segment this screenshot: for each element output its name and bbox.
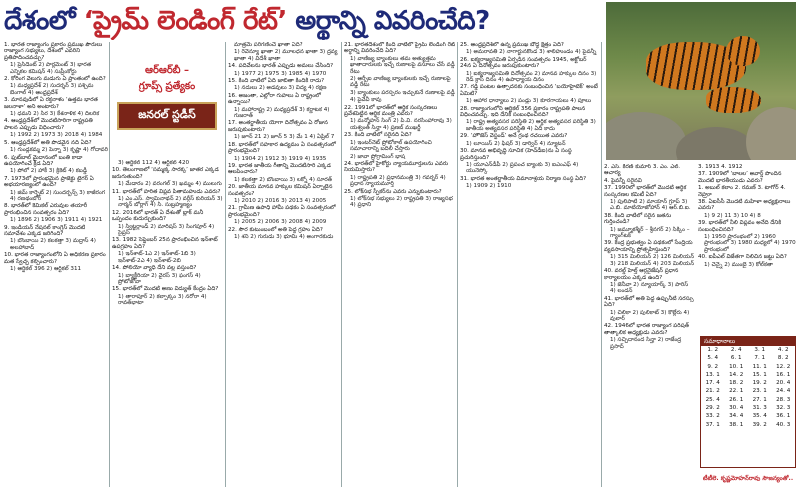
answer-options: 1) అమరావతి 2) నాగార్జునకొండ 3) శాలిహుండం 4) పైవన్నీ (466, 49, 597, 56)
answer-key-cell: 14. 2 (729, 371, 744, 378)
page-headline (4, 2, 600, 40)
answer-options: 1) శని 2) గురుడు 3) భూమి 4) అంగారకుడు (234, 233, 334, 240)
title-box-banner: జనరల్ స్టడీస్ (117, 102, 217, 130)
question-text: 15. భారత్‌లో మొదటి అణు విద్యుత్ కేంద్రం ఏది? (112, 286, 219, 293)
answer-options: 1) స్విట్జర్లాండ్ 2) మారిషస్ 3) సింగపూర్ 4) సైప్రస్ (118, 223, 215, 237)
answer-key-cell: 31. 3 (752, 405, 767, 412)
answer-options: 1) మహారాష్ట్ర 2) మధ్యప్రదేశ్ 3) కర్ణాటక 4) గుజరాత్ (234, 106, 330, 120)
question-text: 2. ఎస్. కిరణ్ కుమార్ 3. ఎం. ఎల్. ఆచార్య (604, 164, 681, 177)
question-column-1 (4, 42, 108, 487)
answer-key-cell: 9. 2 (707, 363, 719, 370)
headline-highlight: ‘ప్రైమ్ లెండింగ్ రేట్’ (83, 6, 287, 36)
answer-key-cell: 34. 4 (729, 413, 744, 420)
question-text: 14. పదివేలను భారత్ ఎప్పుడు అమలు చేసింది? (228, 63, 334, 70)
answer-key-cell: 36. 1 (776, 413, 791, 420)
question-text: 37. 1909లో ‘బాలల’ అవార్డ్ పొందిన మొదటి భారతీయుడు ఎవరు? (698, 171, 782, 184)
question-text: 3. మానవుడిలో ఏ రక్తనాళం ‘ఉత్తమ భారత జలనాళా’ అని అంటారు? (4, 97, 98, 110)
headline-part1: దేశంలో (4, 6, 84, 36)
answer-options: 1) సచ్చిదానంద సిన్హా 2) రాజేంద్ర ప్రసాద్ (610, 337, 682, 350)
question-text: 38. కింది వాటిలో సరైన జతను గుర్తించండి? (604, 212, 672, 226)
answer-key-row (701, 404, 795, 412)
answer-options: 1) 1896 2) 1906 3) 1911 4) 1921 (10, 217, 103, 224)
answer-key-row (701, 412, 795, 420)
answer-options: 1) రాష్ట్రపతి 2) ప్రధానమంత్రి 3) గవర్నర్ 4) ప్రధాన న్యాయమూర్తి (350, 174, 446, 188)
question-text: 15. కింది వాటిలో ఏది జాబితా కిందికి రాదు? (228, 78, 325, 85)
answer-key-cell: 23. 1 (752, 388, 767, 395)
answer-options: 1) 9 2) 11 3) 10 4) 8 (704, 212, 761, 219)
answer-options: 1) 1992 2) 1973 3) 2018 4) 1984 (10, 132, 103, 139)
answer-options: 1) ప్రెసిడెంట్ 2) పార్లమెంట్ 3) భారత ఎన్నికల కమిషన్ 4) సుప్రీంకోర్టు (10, 62, 92, 75)
answer-options: 1) ఇన్‌శాట్-1ఎ 2) ఇన్‌శాట్-1బి 3) ఇన్‌శాట్-2ఎ 4) ఇన్‌శాట్-2బి (118, 251, 196, 264)
question-text: 25. ఆంధ్రప్రదేశ్‌లో ఉన్న ప్రముఖ బౌద్ధ క్షేత్రం ఏది? (460, 42, 564, 48)
answer-options: 3) ఆర్టికల్ 112 4) ఆర్టికల్ 420 (118, 160, 190, 166)
answer-key-row (701, 363, 795, 371)
title-box-line2: గ్రూప్స్ ప్రత్యేకం (138, 81, 196, 92)
question-text: 13. 1982 సెప్టెంబర్ 25న ప్రారంభించిన ఇన్‌శాట్ ఉపగ్రహం ఏది? (112, 237, 218, 250)
question-text: 21. గ్రామీణ ఉపాధి హామీ పథకం ఏ సంవత్సరంలో ప్రారంభమైంది? (228, 205, 336, 218)
answer-options: 1) పోలో 2) హాకీ 3) క్రికెట్ 4) కబడ్డీ (10, 168, 88, 175)
answer-key-cell: 24. 4 (776, 388, 791, 395)
question-text: 41. భారత్‌లో అతి పెద్ద ఉప్పునీటి సరస్సు ఏది? (604, 295, 694, 309)
answer-key-cell: 8. 2 (777, 355, 789, 362)
question-text: 21. భారతదేశంలో కింది వాటిలో ప్రైమ్ లెండింగ్ రేట్ అర్థాన్ని వివరించేది ఏది? (344, 42, 456, 55)
answer-options: 3) బ్యాంకులు పరస్పరం ఇచ్చుకునే రుణాలపై వడ్డీ (350, 89, 455, 96)
column-divider (225, 42, 226, 487)
answer-options: 1) పులిపాటి 2) మాయాన్ గ్రూప్ 3) ఎ.బి. మాటియోజోహాన్ 4) ఆర్.బి.ఐ. (610, 199, 691, 212)
answer-options: 1) మన్మోహన్ సింగ్ 2) పి.వి. నరసింహారావు 3) యశ్వంత్ సిన్హా 4) ప్రణబ్ ముఖర్జీ (350, 118, 452, 131)
answer-key-cell: 15. 1 (752, 371, 767, 378)
question-text: 42. 1946లో భారత రాజ్యాంగ పరిషత్ తాత్కాలిక అధ్యక్షుడు ఎవరు? (604, 323, 689, 336)
column-divider (341, 42, 342, 487)
answer-key-cell: 6. 1 (730, 355, 742, 362)
answer-options: 1) జూన్ 21 2) జూన్ 5 3) మే 1 4) ఏప్రిల్ 7 (234, 134, 335, 141)
answer-options: 1) ధమని 2) సిర 3) కేశనాళిక 4) దిలరిక (10, 111, 100, 118)
question-text: 4. పైవన్నీ సరైనవి (604, 177, 642, 184)
answer-key-row (701, 354, 795, 362)
answer-options: 1) ఇంటర్‌నెట్ ప్రోటోకాల్ ఉపయోగించి సమాచారాన్ని బదిలీ చేస్తారు (350, 139, 432, 153)
question-text: 11. భారత్‌లో హరిత విప్లవ పితామహుడు ఎవరు? (112, 188, 221, 195)
answer-key-cell: 13. 1 (705, 371, 720, 378)
question-text: 12. 2016లో భారత్ ఏ దేశంతో బ్లాక్ మనీ ఒప్పందం కుదుర్చుకుంది? (112, 209, 204, 223)
answer-options: 1) నదులు 2) అడవులు 3) విద్య 4) రక్షణ (234, 85, 327, 92)
answer-options: 1) జెనీవా 2) న్యూయార్క్ 3) పారిస్ 4) లండన్ (610, 281, 689, 295)
question-column-6 (604, 164, 694, 487)
answer-key-row (701, 346, 795, 354)
answer-key-cell: 10. 1 (729, 363, 744, 370)
question-text: 22. 1991లో భారత్‌లో ఆర్థిక సంస్కరణలు ప్రవేశపెట్టిన ఆర్థిక మంత్రి ఎవరు? (344, 104, 438, 118)
question-text: 6. ఫుట్‌బాల్ మైదానంలో బంతి కాడా ఉపయోగించే క్రీడ ఏది? (4, 154, 83, 167)
answer-key-cell: 40. 3 (776, 421, 791, 428)
question-column-3 (228, 42, 340, 487)
answer-options: 1) యూఎన్‌డీపీ 2) ప్రపంచ బ్యాంకు 3) ఐఎంఎఫ్ 4) యునెస్కో (466, 161, 579, 175)
column-divider (457, 42, 458, 487)
answer-key-cell: 27. 1 (752, 396, 767, 403)
answer-options: 4) పైవేవీ కావు (350, 97, 382, 104)
answer-key-cell: 33. 2 (705, 413, 720, 420)
answer-key-cell: 22. 1 (729, 388, 744, 395)
question-text: 27. గడ్డి పంటల ఉత్పాదనకు సంబంధించిన ‘బయోహైటెక్’ అంటే ఏమిటి? (460, 84, 598, 97)
answer-options: 1) లూయిస్ 2) ఫిషర్ 3) డార్విన్ 4) న్యూటన్ (466, 140, 566, 147)
answer-options: 1) 1909 2) 1910 (466, 183, 512, 190)
answer-key-cell: 17. 4 (705, 380, 720, 387)
question-text: 17. అంతర్జాతీయ యోగా దినోత్సవం ఏ రోజున జరుపుకుంటారు? (228, 120, 328, 133)
answer-key-cell: 3. 1 (754, 347, 766, 353)
answer-options: 1) 1950 ప్రారంభంలో 2) 1960 ప్రారంభంలో 3) 1980 మధ్యలో 4) 1970 ప్రారంభంలో (704, 234, 796, 253)
answer-options: 1) వాణిజ్య బ్యాంకులు తమ అత్యుత్తమ ఖాతాదారులకు ఇచ్చే రుణాలపై వసూలు చేసే వడ్డీ రేటు (350, 55, 455, 75)
answer-options: 2) జావా ప్రోగ్రామింగ్ భాష (350, 153, 406, 160)
question-text: 20. జాతీయ మానవ హక్కుల కమిషన్ ఏర్పాటైన సంవత్సరం? (228, 184, 333, 197)
question-column-4 (344, 42, 456, 487)
answer-key-cell: 12. 2 (776, 363, 791, 370)
answer-key-cell: 35. 4 (752, 413, 767, 420)
answer-options: 1) ఎం.ఎస్. స్వామినాథన్ 2) వర్గీస్ కురియన్ 3) నార్మన్ బోర్లాగ్ 4) సి. సుబ్రహ్మణ్యం (118, 196, 223, 209)
answer-options: 1) బొంబాయి 2) కలకత్తా 3) మద్రాస్ 4) అలహాబాద్ (10, 238, 96, 251)
question-text: 16. అజంతా, ఎల్లోరా గుహలు ఏ రాష్ట్రంలో ఉన్నాయి? (228, 92, 321, 106)
question-text: 19. భారత జాతీయ గీతాన్ని మొదటిసారి ఎక్కడ ఆలపించారు? (228, 162, 331, 176)
answer-options: 1) 1977 2) 1975 3) 1985 4) 1970 (234, 70, 327, 77)
answer-key-cell: 16. 1 (776, 371, 791, 378)
answer-options: 1) ఆహార ధాన్యాలు 2) పండ్లు 3) కూరగాయలు 4) పూలు (466, 98, 592, 105)
answer-options: 1) రాష్ట్ర అత్యవసర పరిస్థితి 2) ఆర్థిక అత్యవసర పరిస్థితి 3) జాతీయ అత్యవసర పరిస్థితి 4) ఏదీ కాదు (466, 119, 596, 132)
answer-key-cell: 37. 1 (705, 421, 720, 428)
answer-options: 1) 2005 2) 2006 3) 2008 4) 2009 (234, 219, 327, 226)
question-text: 30. మానవ అభివృద్ధి సూచిక (హెచ్‌డీఐ)ను ఏ సంస్థ ప్రచురిస్తుంది? (460, 148, 572, 161)
tiger-photo (606, 2, 796, 160)
answer-key-cell: 28. 3 (776, 396, 791, 403)
answer-key-cell: 38. 1 (729, 421, 744, 428)
question-text: 5. ఆంధ్రప్రదేశ్‌లో అతి పొడవైన నది ఏది? (4, 139, 92, 146)
headline-part2: అర్థాన్ని వివరించేది? (286, 6, 490, 36)
title-box (114, 60, 220, 156)
question-text: 29. ‘హౌజెస్ వెస్టండ్’ అనే గ్రంథ రచయిత ఎవరు? (460, 133, 568, 140)
answer-key-cell: 11. 1 (752, 363, 767, 370)
question-text: 8. భారత్‌లో కెమికల్ ఎరువుల తయారీ ప్రారంభించిన సంవత్సరం ఏది? (4, 203, 88, 216)
question-text: 10. భారత రాజ్యాంగంలోని ఏ అధికరణ ప్రకారం మత స్వేచ్ఛ కల్పించారు? (4, 252, 106, 265)
question-text: 4. ఆంధ్రప్రదేశ్‌లో మొదటిసారిగా రాష్ట్రపతి పాలన ఎప్పుడు విధించారు? (4, 118, 93, 131)
answer-options: 1) గుండ్లకమ్మ 2) పెన్నా 3) కృష్ణా 4) గోదావరి (10, 147, 108, 154)
answer-key-cell: 30. 4 (729, 405, 744, 412)
question-text: 3. 1913 4. 1912 (698, 164, 743, 170)
answer-key-cell: 4. 2 (777, 347, 789, 353)
question-text: 38. ఏఐసీసీ మొదటి మహిళా అధ్యక్షురాలు ఎవరు? (698, 199, 791, 212)
tiger-figure-cub (706, 87, 761, 113)
answer-key-row (701, 371, 795, 379)
answer-options: 1) మేడారం 2) వరంగల్ 3) ఖమ్మం 4) ములుగు (118, 181, 222, 188)
question-text: 23. కింది వాటిలో సరైనది ఏది? (344, 132, 412, 139)
question-text: 2. కోరింగ వెలుగు మడుగు ఏ ప్రాంతంలో ఉంది? (4, 76, 106, 83)
question-text: 40. వరల్డ్ హెల్త్ ఆర్గనైజేషన్ ప్రధాన కార్యాలయం ఎక్కడ ఉంది? (604, 268, 679, 281)
answer-key-table (701, 346, 795, 429)
question-text: 18. భారత్‌లో సహకార ఉద్యమం ఏ సంవత్సరంలో ప్రారంభమైంది? (228, 141, 336, 155)
answer-options: 1) 1904 2) 1912 3) 1919 4) 1935 (234, 155, 327, 162)
answer-options: 1) బ్యాక్టీరియా 2) వైరస్ 3) ఫంగస్ 4) ప్రోటోజోవా (118, 272, 201, 285)
question-text: 9. ఇండియన్ నేషనల్ కాంగ్రెస్ మొదటి సమావేశం ఎక్కడ జరిగింది? (4, 224, 86, 237)
answer-key-cell: 2. 4 (730, 347, 742, 353)
answer-options: 1) లోక్‌సభ సభ్యులు 2) రాష్ట్రపతి 3) రాజ్యసభ 4) ప్రధాని (350, 195, 453, 209)
answer-key (700, 336, 796, 468)
answer-options: 1) జమ్మూకశ్మీర్ – శ్రీనగర్ 2) సిక్కిం – గ్యాంగ్‌టక్ (610, 226, 690, 240)
question-text: 1. భారత రాజ్యాంగం ప్రకారం ప్రముఖ పౌరులు రాజ్యాంగ సభ్యులు, దేశంలో ఎవరిని ప్రతిపాదించవచ్చు? (4, 42, 103, 61)
answer-key-cell: 25. 4 (705, 396, 720, 403)
answer-options: 1) మధ్యప్రదేశ్ 2) సుదర్శన్ 3) పశ్చిమ బెంగాల్ 4) ఆంధ్రప్రదేశ్ (10, 83, 94, 96)
answer-options: 1) ఐక్యరాజ్యసమితి దినోత్సవం 2) మానవ హక్కుల దినం 3) రెడ్ క్రాస్ దినం 4) ఉపాధ్యాయ దినం (466, 70, 597, 84)
answer-options: 1) చిలికా 2) పులికాట్ 3) కొల్లేరు 4) వులార్ (610, 309, 690, 322)
question-text: 37. 1990లో భారత్‌లో మొదటి ఆర్థిక సంస్కరణల కమిటీ ఏది? (604, 185, 687, 198)
question-text: 1. అబుల్ కలాం 2. రమణ్ 3. టాగోర్ 4. నెహ్రూ (698, 185, 786, 198)
answer-options: 1) 2010 2) 2016 3) 2013 4) 2005 (234, 197, 327, 204)
question-text: 31. భారత అంతర్జాతీయ విమానాశ్రయ నిర్మాణ సంస్థ ఏది? (460, 175, 587, 182)
answer-key-row (701, 396, 795, 404)
question-text: 14. పోలియో వ్యాధి దేని వల్ల వస్తుంది? (112, 265, 197, 272)
question-text: 40. ఐపీఎల్ విజేతగా నిలిచిన జట్టు ఏది? (698, 254, 787, 261)
question-text: 22. సౌర కుటుంబంలో అతి పెద్ద గ్రహం ఏది? (228, 226, 323, 233)
title-box-line1: ఆర్ఆర్‌బీ – (144, 65, 189, 76)
question-text: 25. లోక్‌సభ స్పీకర్‌ను ఎవరు ఎన్నుకుంటారు? (344, 188, 442, 195)
answer-key-cell: 1. 2 (707, 347, 719, 353)
answer-key-cell: 7. 1 (754, 355, 766, 362)
answer-options: 1) కలకత్తా 2) బొంబాయి 3) లక్నో 4) సూరత్ (234, 176, 332, 183)
question-column-5 (460, 42, 598, 487)
answer-key-row (701, 421, 795, 429)
answer-key-cell: 26. 1 (729, 396, 744, 403)
answer-key-cell: 5. 4 (707, 355, 719, 362)
question-text: 26. ఐక్యరాజ్యసమితి ఏర్పడిన సంవత్సరం 1945, అక్టోబర్ 24న ఏ దినోత్సవం జరుపుకుంటారు? (460, 56, 587, 70)
question-text: 7. 1973లో ప్రారంభమైన ప్రాజెక్టు టైగర్ ఏ అభయారణ్యంలో ఉంది? (4, 175, 94, 189)
answer-key-row (701, 379, 795, 387)
column-divider (109, 42, 110, 487)
question-text: 24. భారత్‌లో హైకోర్టు న్యాయమూర్తులను ఎవరు నియమిస్తారు? (344, 160, 449, 174)
answer-key-row (701, 387, 795, 395)
answer-options: 1) చెన్నై 2) ముంబై 3) కోల్‌కతా (704, 261, 774, 268)
answer-options: 1) 315 మిలియన్ 2) 126 మిలియన్ 3) 218 మిలియన్ 4) 203 మిలియన్ (610, 254, 694, 267)
answer-key-cell: 18. 2 (729, 380, 744, 387)
answer-options: 1) తారాపూర్ 2) కల్పాక్కం 3) నరోరా 4) రావత్‌భాటా (118, 293, 207, 307)
question-text: 28. రాజ్యాంగంలోని ఆర్టికల్ 356 ప్రకారం రాష్ట్రపతి పాలన విధించవచ్చు. ఇది దేనికి సంబంధించినది? (460, 105, 586, 119)
question-text: 10. తెలంగాణలో ‘సమ్మక్క సారక్క’ జాతర ఎక్కడ జరుగుతుంది? (112, 167, 219, 180)
answer-key-cell: 39. 2 (752, 421, 767, 428)
answer-options: 2) ఆర్బీఐ వాణిజ్య బ్యాంకులకు ఇచ్చే రుణాలపై వడ్డీ రేటు (350, 76, 451, 89)
answer-options: 1) రెవెన్యూ ఖాతా 2) మూలధన ఖాతా 3) ద్రవ్య ఖాతా 4) విదేశీ ఖాతా (234, 49, 338, 62)
question-text: 39. భారత్‌లో నీలి విప్లవం అనేది దేనికి సంబంధించినది? (698, 220, 782, 233)
question-text: 39. కేంద్ర ప్రభుత్వం ఏ పథకంలో సేంద్రియ వ్యవసాయాన్ని ప్రోత్సహిస్తుంది? (604, 240, 693, 253)
question-column-7 (698, 164, 796, 332)
question-column-2 (112, 160, 224, 487)
answer-key-header: సమాధానాలు (701, 337, 795, 346)
answer-options: 1) ఆర్టికల్ 396 2) ఆర్టికల్ 311 (10, 266, 82, 272)
answer-key-cell: 29. 2 (705, 405, 720, 412)
answer-key-cell: 32. 3 (776, 405, 791, 412)
column-divider (601, 42, 602, 487)
footer-credit: టీటీలె. కృష్ణమోహన్‌రావు సౌజన్యంతో.. (702, 475, 794, 482)
answer-key-cell: 20. 4 (776, 380, 791, 387)
answer-key-cell: 21. 2 (705, 388, 720, 395)
answer-key-cell: 19. 2 (752, 380, 767, 387)
answer-options: 1) జిమ్ కార్బెట్ 2) సుందర్బన్స్ 3) కాజీరంగ 4) రణథంబోర్ (10, 189, 106, 202)
answer-options: మాత్రమే పరిగణించే ఖాతా ఏది? (234, 42, 303, 48)
